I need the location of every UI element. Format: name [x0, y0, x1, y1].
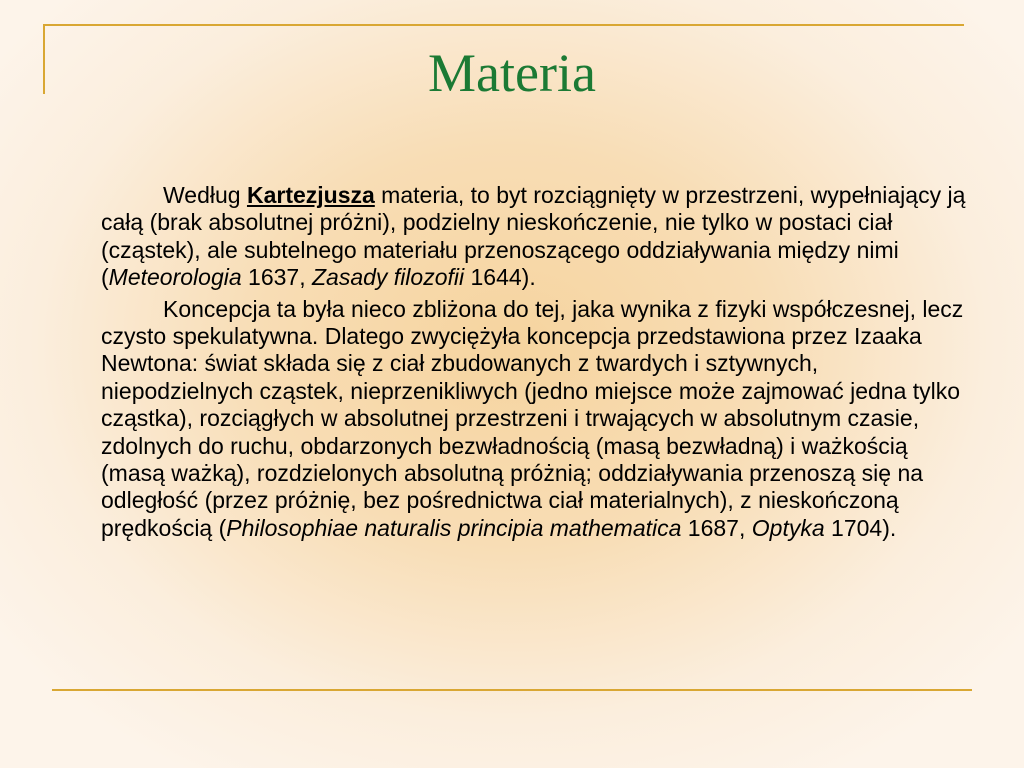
top-rule	[43, 24, 964, 26]
p1-text-3: 1637,	[241, 264, 312, 291]
paragraph-newton	[101, 296, 971, 543]
p2-text-2: 1687,	[681, 514, 752, 541]
slide-title: Materia	[428, 43, 596, 103]
p1-text-1: Według	[163, 182, 247, 208]
p1-text-4: 1644).	[464, 264, 536, 291]
p1-title-meteorologia: Meteorologia	[108, 264, 242, 291]
p1-text-2: materia, to byt rozciągnięty w przestrzeni, wypełniający ją całą (brak absolutnej próżni), podzielny nieskończenie, nie tylko w postaci ciał (cząstek), ale subtelnego materiału przenoszącego oddziaływania między nimi (	[101, 182, 966, 291]
kartezjusz-link[interactable]: Kartezjusza	[246, 182, 375, 208]
p2-title-optyka: Optyka	[751, 514, 825, 541]
p2-title-principia: Philosophiae naturalis principia mathematica	[226, 514, 682, 541]
p2-text-1: Koncepcja ta była nieco zbliżona do tej, jaka wynika z fizyki współczesnej, lecz czysto spekulatywna. Dlatego zwyciężyła koncepcja przedstawiona przez Izaaka Newtona: świat składa się z ciał zbudowanych z twardych i sztywnych, niepodzielnych cząstek, nieprzenikliwych (jedno miejsce może zajmować jedna tylko cząstka), rozciągłych w absolutnej przestrzeni i trwających w absolutnym czasie, zdolnych do ruchu, obdarzonych bezwładnością (masą bezwładną) i ważkością (masą ważką), rozdzielonych absolutną próżnią; oddziaływania przenoszą się na odległość (przez próżnię, bez pośrednictwa ciał materialnych), z nieskończoną prędkością (	[101, 295, 964, 541]
paragraph-descartes	[101, 182, 971, 292]
p2-text-3: 1704).	[824, 514, 897, 541]
slide-body	[101, 182, 971, 546]
p1-title-zasady: Zasady filozofii	[311, 264, 465, 291]
bottom-rule	[52, 689, 972, 691]
